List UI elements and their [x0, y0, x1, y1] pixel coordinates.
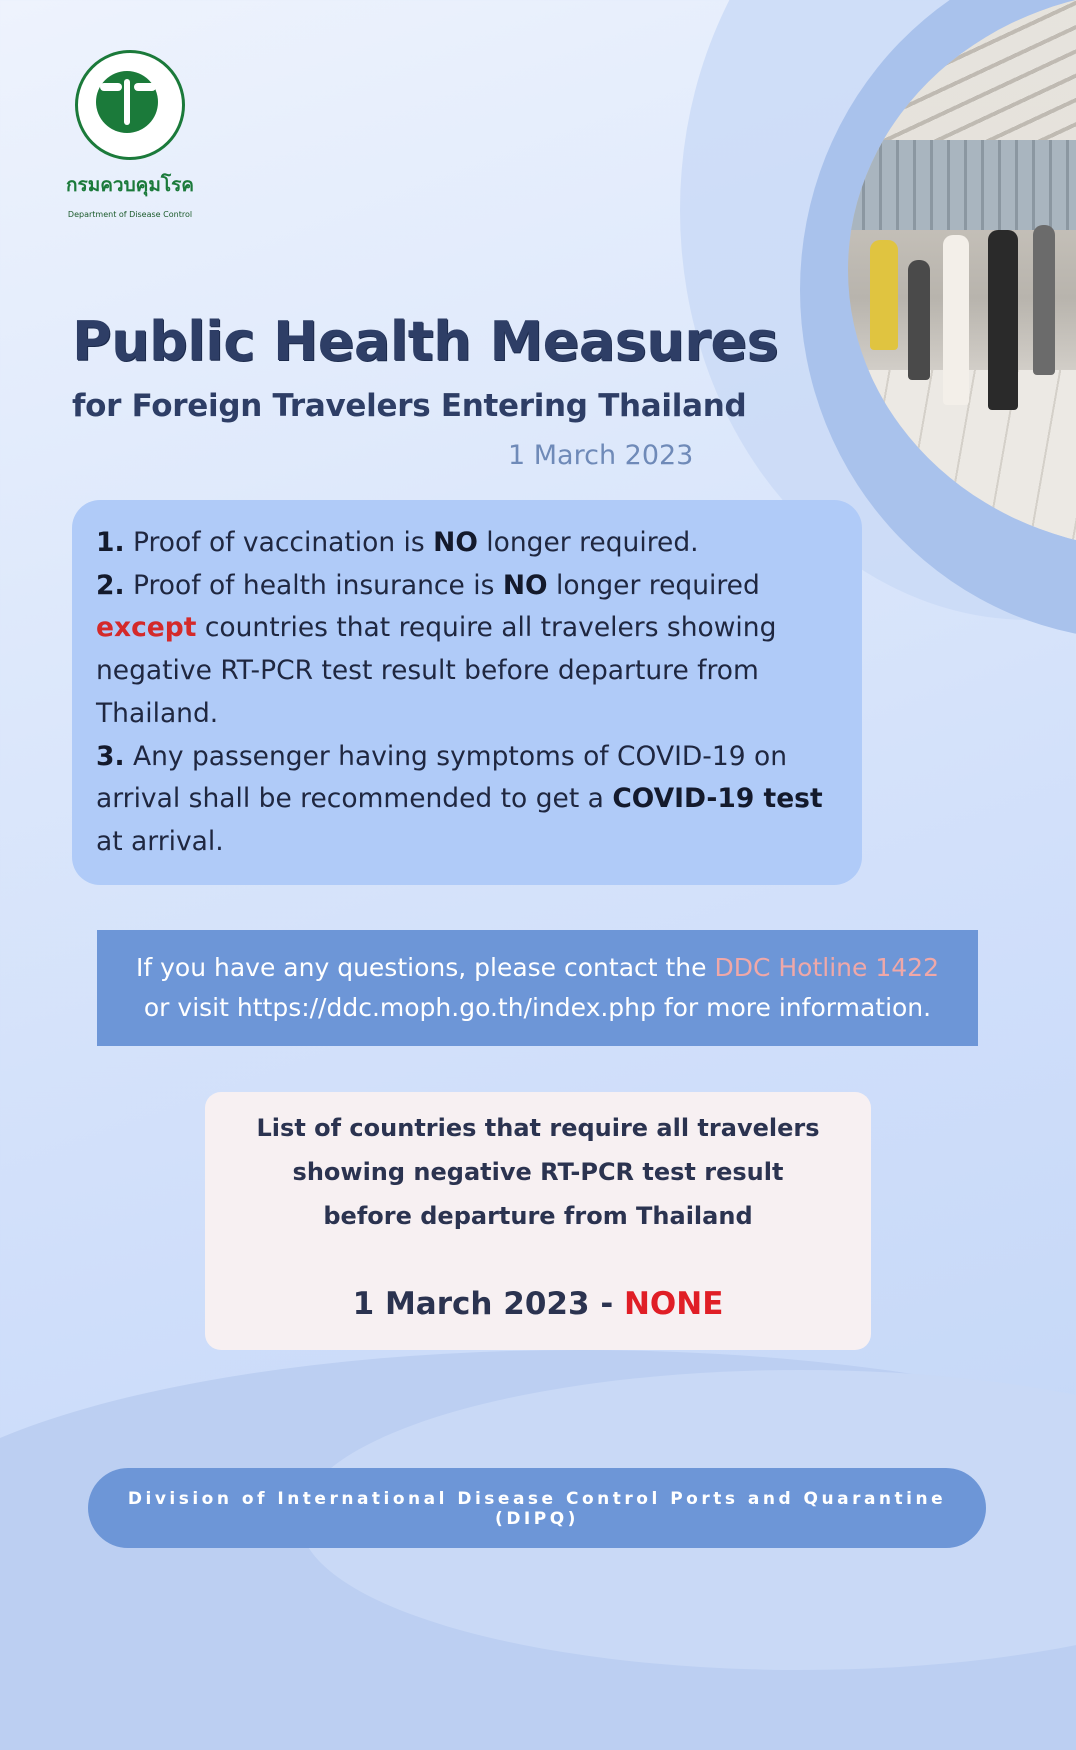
page-title: Public Health Measures [72, 310, 779, 373]
org-name-thai: กรมควบคุมโรค [65, 174, 195, 196]
footer-division: Division of International Disease Control Ports and Quarantine (DIPQ) [88, 1468, 986, 1548]
ministry-seal-icon [75, 50, 185, 160]
effective-date: 1 March 2023 [508, 440, 694, 471]
measure-item-1: 1. Proof of vaccination is NO longer required. [96, 527, 699, 558]
page-subtitle: for Foreign Travelers Entering Thailand [72, 388, 747, 424]
hotline-number: DDC Hotline 1422 [714, 953, 939, 982]
org-name-english: Department of Disease Control [67, 210, 193, 219]
country-list-status: 1 March 2023 - NONE [352, 1286, 724, 1322]
measure-item-3: 3. Any passenger having symptoms of COVID-19 on arrival shall be recommended to get a COVID-19 test at arrival. [96, 740, 823, 857]
website-link[interactable]: or visit https://ddc.moph.go.th/index.php for more information. [143, 993, 932, 1022]
except-highlight: except [96, 612, 197, 644]
measures-box [72, 500, 862, 885]
measure-item-2: 2. Proof of health insurance is NO longer required except countries that require all travelers showing negative RT-PCR test result before departure from Thailand. [96, 569, 777, 729]
airport-photo [848, 0, 1076, 550]
contact-banner: If you have any questions, please contact the DDC Hotline 1422 or visit https://ddc.moph.go.th/index.php for more information. [97, 930, 978, 1046]
ddc-logo [60, 50, 200, 219]
country-list-box: List of countries that require all travelers showing negative RT-PCR test result before departure from Thailand 1 March 2023 - NONE [205, 1092, 871, 1350]
